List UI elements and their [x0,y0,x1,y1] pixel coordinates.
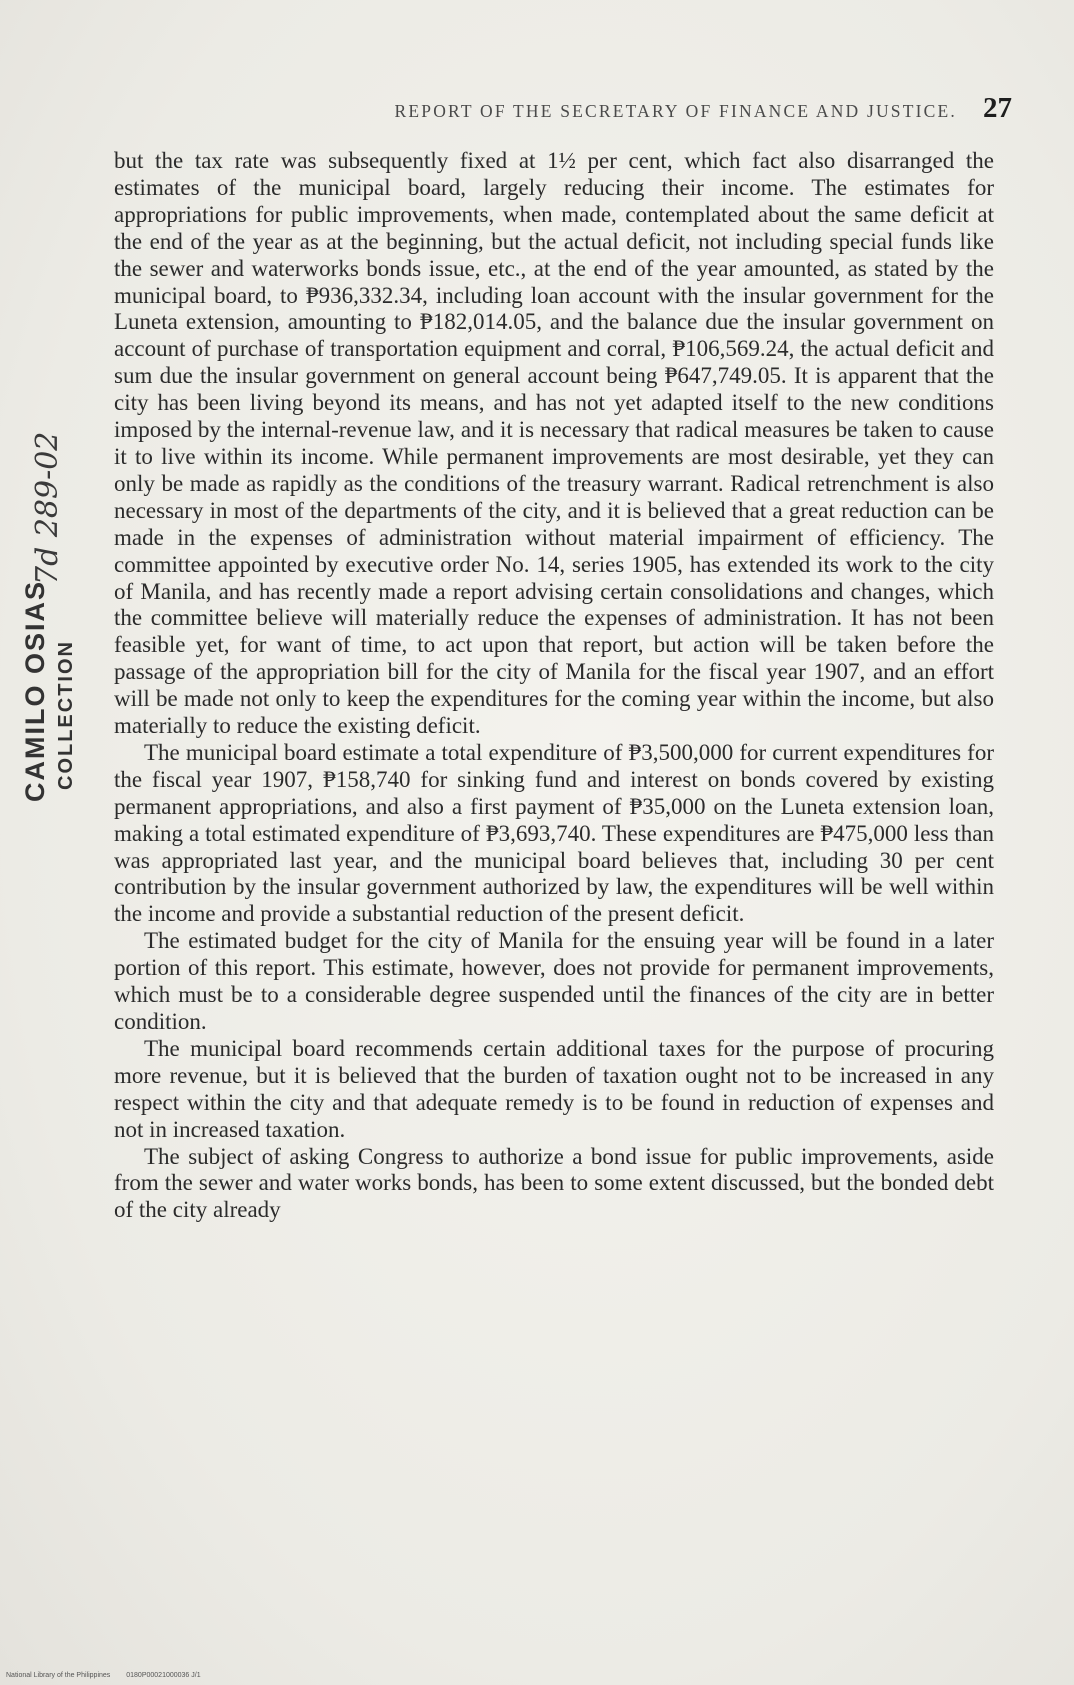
running-head: REPORT OF THE SECRETARY OF FINANCE AND JUSTICE. [394,101,957,121]
collection-stamp-label: COLLECTION [55,640,77,790]
paragraph-2: The municipal board estimate a total expenditure of ₱3,500,000 for current expenditures for the fiscal year 1907, ₱158,740 for sinking fund and interest on bonds covered by existing permanent appropriations, and also a first payment of ₱35,000 on the Luneta extension loan, making a total estimated expenditure of ₱3,693,740. These expenditures are ₱475,000 less than was appropriated last year, and the municipal board believes that, including 30 per cent contribution by the insular government authorized by law, the expenditures will be well within the income and provide a substantial reduction of the present deficit. [114,739,994,927]
paragraph-4: The municipal board recommends certain additional taxes for the purpose of procuring more revenue, but it is believed that the burden of taxation ought not to be increased in any respect within the city and that adequate remedy is to be found in reduction of expenses and not in increased taxation. [114,1035,994,1142]
scan-footer [6,1672,215,1679]
collection-stamp-name: CAMILO OSIAS [20,579,50,802]
footer-library: National Library of the Philippines [6,1672,111,1679]
paragraph-3: The estimated budget for the city of Manila for the ensuing year will be found in a later portion of this report. This estimate, however, does not provide for permanent improvements, which must be to a considerable degree suspended until the finances of the city are in better condition. [114,928,994,1034]
body-text [114,148,994,1224]
footer-code: 0180P00021000036 J/1 [126,1672,201,1679]
page-number: 27 [983,92,1012,124]
paragraph-5: The subject of asking Congress to authorize a bond issue for public improvements, aside from the sewer and water works bonds, has been to some extent discussed, but the bonded debt of the city already [114,1143,994,1223]
page-header [212,92,1012,132]
paragraph-1: but the tax rate was subsequently fixed at 1½ per cent, which fact also disarranged the estimates of the municipal board, largely reducing their income. The estimates for appropriations for public improvements, when made, contemplated about the same deficit at the end of the year as at the beginning, but the actual deficit, not including special funds like the sewer and waterworks bonds issue, etc., at the end of the year amounted, as stated by the municipal board, to ₱936,332.34, including loan account with the insular government for the Luneta extension, amounting to ₱182,014.05, and the balance due the insular government on account of purchase of transportation equipment and corral, ₱106,569.24, the actual deficit and sum due the insular government on general account being ₱647,749.05. It is apparent that the city has been living beyond its means, and has not yet adapted itself to the new conditions imposed by the internal-revenue law, and it is necessary that radical measures be taken to cause it to live within its income. While permanent improvements are most desirable, yet they can only be made as rapidly as the conditions of the treasury warrant. Radical retrenchment is also necessary in most of the departments of the city, and it is believed that a great reduction can be made in the expenses of administration without material impairment of efficiency. The committee appointed by executive order No. 14, series 1905, has extended its work to the city of Manila, and has recently made a report advising certain consolidations and changes, which the committee believe will materially reduce the expenses of administration. It has not been feasible yet, for want of time, to act upon that report, but action will be taken before the passage of the appropriation bill for the city of Manila for the fiscal year 1907, and an effort will be made not only to keep the expenditures for the coming year within the income, but also materially to reduce the existing deficit. [114,148,994,739]
handwritten-call-number: 7d 289-02 [30,431,65,585]
